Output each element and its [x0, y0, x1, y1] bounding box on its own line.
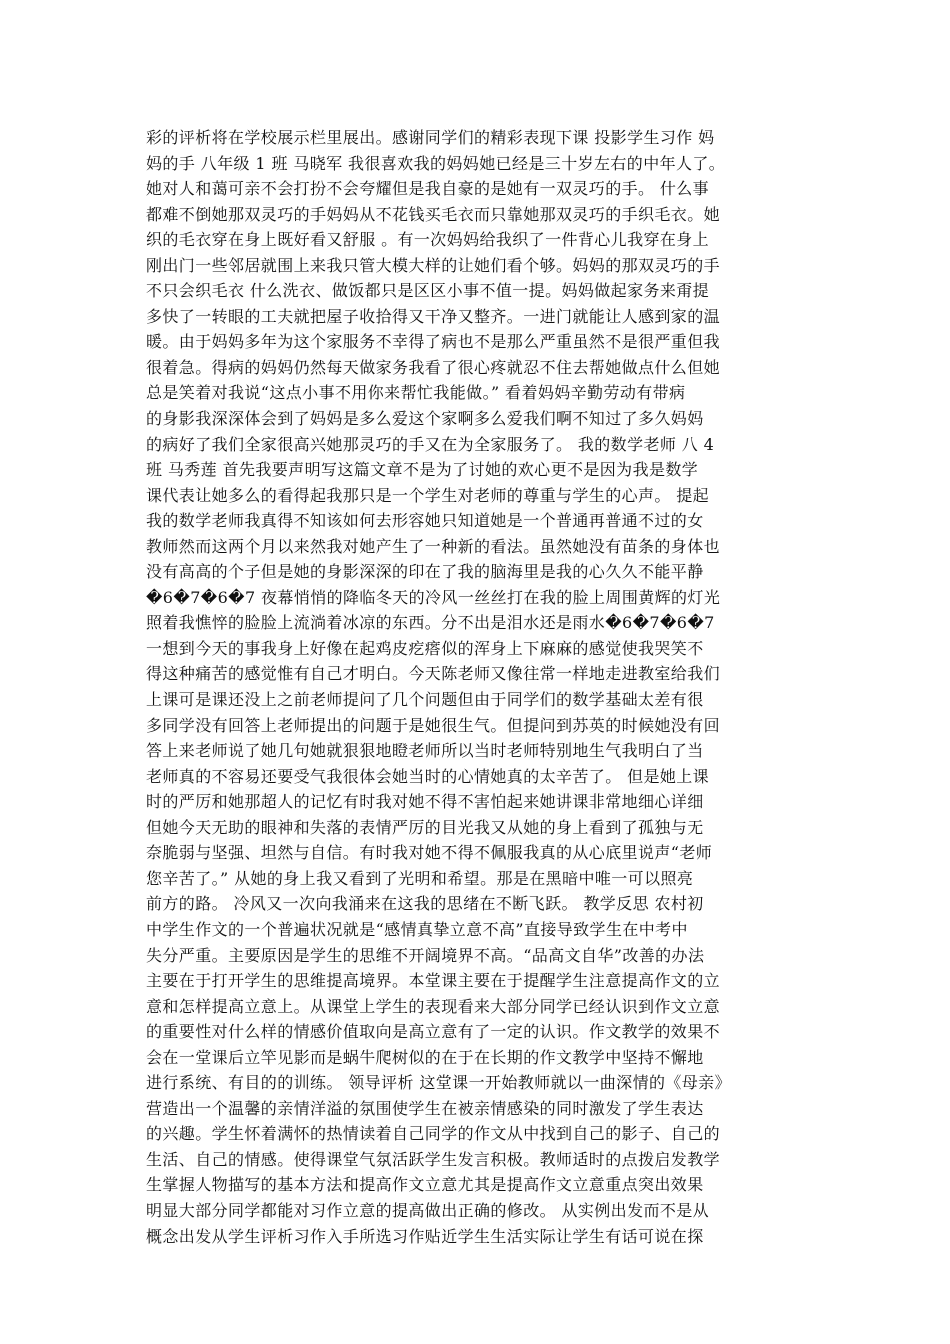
- text-line: 进行系统、有目的的训练。 领导评析 这堂课一开始教师就以一曲深情的《母亲》: [146, 1073, 731, 1093]
- text-line: 织的毛衣穿在身上既好看又舒服 。有一次妈妈给我织了一件背心儿我穿在身上: [146, 230, 710, 250]
- text-line: 答上来老师说了她几句她就狠狠地瞪老师所以当时老师特别地生气我明白了当: [146, 741, 704, 761]
- text-line: 概念出发从学生评析习作入手所选习作贴近学生生活实际让学生有话可说在探: [146, 1226, 704, 1246]
- text-line: 的病好了我们全家很高兴她那灵巧的手又在为全家服务了。 我的数学老师 八 4: [146, 434, 715, 454]
- text-line: 上课可是课还没上之前老师提问了几个问题但由于同学们的数学基础太差有很: [146, 690, 704, 710]
- text-line: 多同学没有回答上老师提出的问题于是她很生气。但提问到苏英的时候她没有回: [146, 715, 721, 735]
- text-line: 总是笑着对我说“这点小事不用你来帮忙我能做。” 看着妈妈辛勤劳动有带病: [146, 383, 686, 403]
- text-line: 营造出一个温馨的亲情洋溢的氛围使学生在被亲情感染的同时激发了学生表达: [146, 1098, 704, 1118]
- text-line: 会在一堂课后立竿见影而是蜗牛爬树似的在于在长期的作文教学中坚持不懈地: [146, 1047, 704, 1067]
- text-line: 不只会织毛衣 什么洗衣、做饭都只是区区小事不值一提。妈妈做起家务来甭提: [146, 281, 710, 301]
- text-line: 刚出门一些邻居就围上来我只管大模大样的让她们看个够。妈妈的那双灵巧的手: [146, 255, 721, 275]
- text-line: 生活、自己的情感。使得课堂气氛活跃学生发言积极。教师适时的点拨启发教学: [146, 1149, 721, 1169]
- body-text: [146, 125, 822, 1249]
- text-line: 班 马秀莲 首先我要声明写这篇文章不是为了讨她的欢心更不是因为我是数学: [146, 460, 699, 480]
- text-line: 的身影我深深体会到了妈妈是多么爱这个家啊多么爱我们啊不知过了多久妈妈: [146, 409, 704, 429]
- text-line: 彩的评析将在学校展示栏里展出。感谢同学们的精彩表现下课 投影学生习作 妈: [146, 128, 715, 147]
- text-line: 得这种痛苦的感觉惟有自己才明白。今天陈老师又像往常一样地走进教室给我们: [146, 664, 721, 684]
- text-line: 妈的手 八年级 1 班 马晓军 我很喜欢我的妈妈她已经是三十岁左右的中年人了。: [146, 153, 726, 173]
- text-line: 多快了一转眼的工夫就把屋子收拾得又干净又整齐。一进门就能让人感到家的温: [146, 306, 721, 326]
- text-line: 她对人和蔼可亲不会打扮不会夸耀但是我自豪的是她有一双灵巧的手。 什么事: [146, 179, 710, 199]
- text-line: 老师真的不容易还要受气我很体会她当时的心情她真的太辛苦了。 但是她上课: [146, 766, 710, 786]
- text-line: 前方的路。 冷风又一次向我涌来在这我的思绪在不断飞跃。 教学反思 农村初: [146, 894, 704, 914]
- text-line: 照着我憔悴的脸脸上流淌着冰凉的东西。分不出是泪水还是雨水�6�7�6�7: [146, 613, 715, 633]
- text-line: 没有高高的个子但是她的身影深深的印在了我的脑海里是我的心久久不能平静: [146, 562, 704, 582]
- text-line: 明显大部分同学都能对习作立意的提高做出正确的修改。 从实例出发而不是从: [146, 1200, 710, 1220]
- text-line: 意和怎样提高立意上。从课堂上学生的表现看来大部分同学已经认识到作文立意: [146, 996, 721, 1016]
- text-line: 一想到今天的事我身上好像在起鸡皮疙瘩似的浑身上下麻麻的感觉使我哭笑不: [146, 638, 704, 658]
- text-line: 课代表让她多么的看得起我那只是一个学生对老师的尊重与学生的心声。 提起: [146, 485, 710, 505]
- text-line: 生掌握人物描写的基本方法和提高作文立意尤其是提高作文立意重点突出效果: [146, 1175, 704, 1195]
- text-line: 中学生作文的一个普遍状况就是“感情真挚立意不高”直接导致学生在中考中: [146, 919, 688, 939]
- text-line: 但她今天无助的眼神和失落的表情严厉的目光我又从她的身上看到了孤独与无: [146, 817, 704, 837]
- text-line: 暖。由于妈妈多年为这个家服务不幸得了病也不是那么严重虽然不是很严重但我: [146, 332, 721, 352]
- text-line: 奈脆弱与坚强、坦然与自信。有时我对她不得不佩服我真的从心底里说声“老师: [146, 843, 713, 863]
- text-line: 您辛苦了。” 从她的身上我又看到了光明和希望。那是在黑暗中唯一可以照亮: [146, 868, 694, 888]
- text-line: 很着急。得病的妈妈仍然每天做家务我看了很心疼就忍不住去帮她做点什么但她: [146, 357, 721, 377]
- text-line: 的重要性对什么样的情感价值取向是高立意有了一定的认识。作文教学的效果不: [146, 1022, 721, 1042]
- text-line: 教师然而这两个月以来然我对她产生了一种新的看法。虽然她没有苗条的身体也: [146, 536, 721, 556]
- text-line: 我的数学老师我真得不知该如何去形容她只知道她是一个普通再普通不过的女: [146, 511, 704, 531]
- text-line: �6�7�6�7 夜幕悄悄的降临冬天的冷风一丝丝打在我的脸上周围黄辉的灯光: [146, 587, 721, 607]
- text-line: 失分严重。主要原因是学生的思维不开阔境界不高。“品高文自华”改善的办法: [146, 945, 705, 965]
- text-line: 都难不倒她那双灵巧的手妈妈从不花钱买毛衣而只靠她那双灵巧的手织毛衣。她: [146, 204, 721, 224]
- text-line: 的兴趣。学生怀着满怀的热情读着自己同学的作文从中找到自己的影子、自己的: [146, 1124, 721, 1144]
- text-line: 主要在于打开学生的思维提高境界。本堂课主要在于提醒学生注意提高作文的立: [146, 971, 721, 991]
- text-line: 时的严厉和她那超人的记忆有时我对她不得不害怕起来她讲课非常地细心详细: [146, 792, 704, 812]
